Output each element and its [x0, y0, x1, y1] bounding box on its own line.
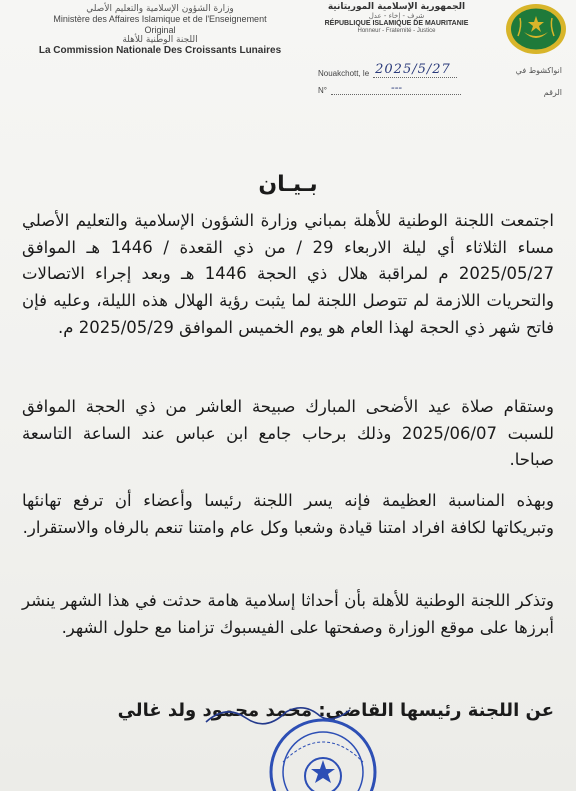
motto-ar: شرف - إخاء - عدل	[368, 12, 425, 21]
paragraph-congratulations: وبهذه المناسبة العظيمة فإنه يسر اللجنة رئيسا وأعضاء أن ترفع تهانئها وتبريكاتها لكافة افراد امتنا قيادة وشعبا وكل عام وامتنا تنعم بالرفاه والاستقرار.	[22, 491, 554, 537]
handwritten-number: ---	[390, 81, 403, 94]
date-line	[318, 62, 457, 78]
ministry-name-ar: وزارة الشؤون الإسلامية والتعليم الأصلي	[86, 4, 234, 14]
national-seal-icon	[504, 2, 568, 56]
commission-name-ar: اللجنة الوطنية للأهلة	[122, 35, 198, 46]
ministry-header	[10, 4, 310, 57]
paragraph-reminder: وتذكر اللجنة الوطنية للأهلة بأن أحداثا إسلامية هامة حدثت في هذا الشهر ينشر أبرزها على موقع الوزارة وصفحتها على الفيسبوك تزامنا مع حلول الشهر.	[22, 591, 554, 637]
number-label-ar: الرقم	[543, 88, 562, 97]
number-label: N°	[318, 86, 327, 95]
motto-fr: Honneur - Fraternité - Justice	[357, 28, 436, 35]
commission-name-fr: La Commission Nationale Des Croissants Lunaires	[38, 45, 282, 57]
official-stamp-icon	[248, 702, 398, 791]
paragraph-announcement: اجتمعت اللجنة الوطنية للأهلة بمباني وزارة الشؤون الإسلامية والتعليم الأصلي مساء الثلاثاء أي ليلة الاربعاء 29 / من ذي القعدة / 1446 هـ الموافق 2025/05/27 م لمراقبة هلال ذي الحجة 1446 هـ وبعد إجراء الاتصالات والتحريات اللازمة لم تتوصل اللجنة لما يثبت رؤية الهلال هذه الليلة، وعليه فإن فاتح شهر ذي الحجة لهذا العام هو يوم الخميس الموافق 2025/05/29 م.	[22, 211, 554, 337]
republic-name-fr: RÉPUBLIQUE ISLAMIQUE DE MAURITANIE	[324, 20, 469, 28]
ministry-name-fr: Ministère des Affaires Islamique et de l'Enseignement	[53, 14, 267, 25]
signature-line: عن اللجنة رئيسها القاضي: محمد محمود ولد غالي	[117, 700, 554, 721]
paragraph-eid-prayer: وستقام صلاة عيد الأضحى المبارك صبيحة العاشر من ذي الحجة الموافق للسبت 2025/06/07 وذلك برحاب جامع ابن عباس عند الساعة التاسعة صباحا.	[22, 397, 554, 470]
republic-header	[309, 2, 484, 35]
reference-number-line	[318, 81, 461, 95]
number-field	[331, 81, 461, 95]
handwritten-date: 2025/5/27	[373, 62, 457, 78]
document-title: بـيـان	[258, 172, 318, 197]
date-label: Nouakchott, le	[318, 69, 370, 78]
republic-name-ar: الجمهورية الإسلامية الموريتانية	[327, 2, 466, 12]
date-label-ar: انواكشوط في	[515, 66, 562, 75]
ministry-name-fr-2: Original	[144, 24, 176, 35]
